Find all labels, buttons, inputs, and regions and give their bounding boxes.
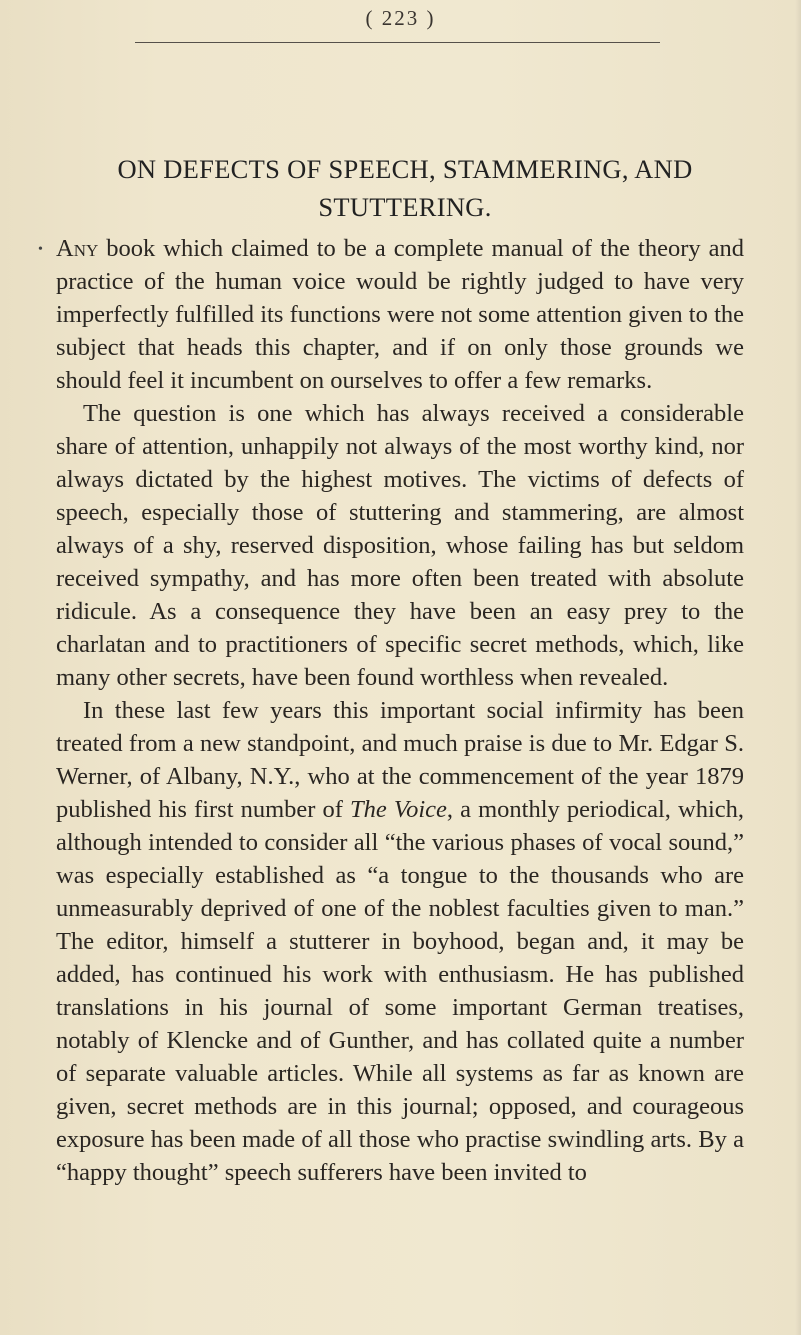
- paragraph-3-text-before: In these last few years this important social infirmity has been treated from a new standpoint, and much praise is due to Mr. Edgar S. Werner, of Albany, N.Y., who at the commencement of the year 1879 published his first number of: [56, 697, 744, 823]
- header-rule: [135, 42, 660, 43]
- margin-mark: •: [38, 242, 43, 257]
- paragraph-3-text-after: , a monthly periodical, which, although intended to consider all “the various phases of vocal sound,” was especially established as “a tongue to the thousands who are unmeasurably deprived of one of the noblest faculties given to man.” The editor, himself a stutterer in boyhood, began and, it may be added, has continued his work with enthusiasm. He has published translations in his journal of some important German treatises, notably of Klencke and of Gunther, and has collated quite a number of separate valuable articles. While all systems as far as known are given, secret methods are in this journal; opposed, and courageous exposure has been made of all those who practise swindling arts. By a “happy thought” speech sufferers have been invited to: [56, 796, 745, 1186]
- paragraph-1: [56, 232, 744, 397]
- chapter-title: ON DEFECTS OF SPEECH, STAMMERING, AND STUTTERING.: [117, 154, 693, 222]
- chapter-body: [56, 232, 744, 1189]
- paragraph-1-text: book which claimed to be a complete manual of the theory and practice of the human voice would be rightly judged to have very imperfectly fulfilled its functions were not some attention given to the subject that heads this chapter, and if on only those grounds we should feel it incumbent on ourselves to offer a few remarks.: [56, 235, 744, 394]
- page-number: ( 223 ): [365, 6, 436, 30]
- page-edge-shadow: [795, 0, 801, 1335]
- paragraph-1-lead: Any: [56, 235, 99, 262]
- periodical-title: The Voice: [350, 796, 447, 823]
- paragraph-3: [56, 694, 744, 1189]
- paragraph-2: The question is one which has always received a considerable share of attention, unhappily not always of the most worthy kind, nor always dictated by the highest motives. The victims of defects of speech, especially those of stuttering and stammering, are almost always of a shy, reserved disposition, whose failing has but seldom received sympathy, and has more often been treated with absolute ridicule. As a consequence they have been an easy prey to the charlatan and to practitioners of specific secret methods, which, like many other secrets, have been found worthless when revealed.: [56, 400, 744, 691]
